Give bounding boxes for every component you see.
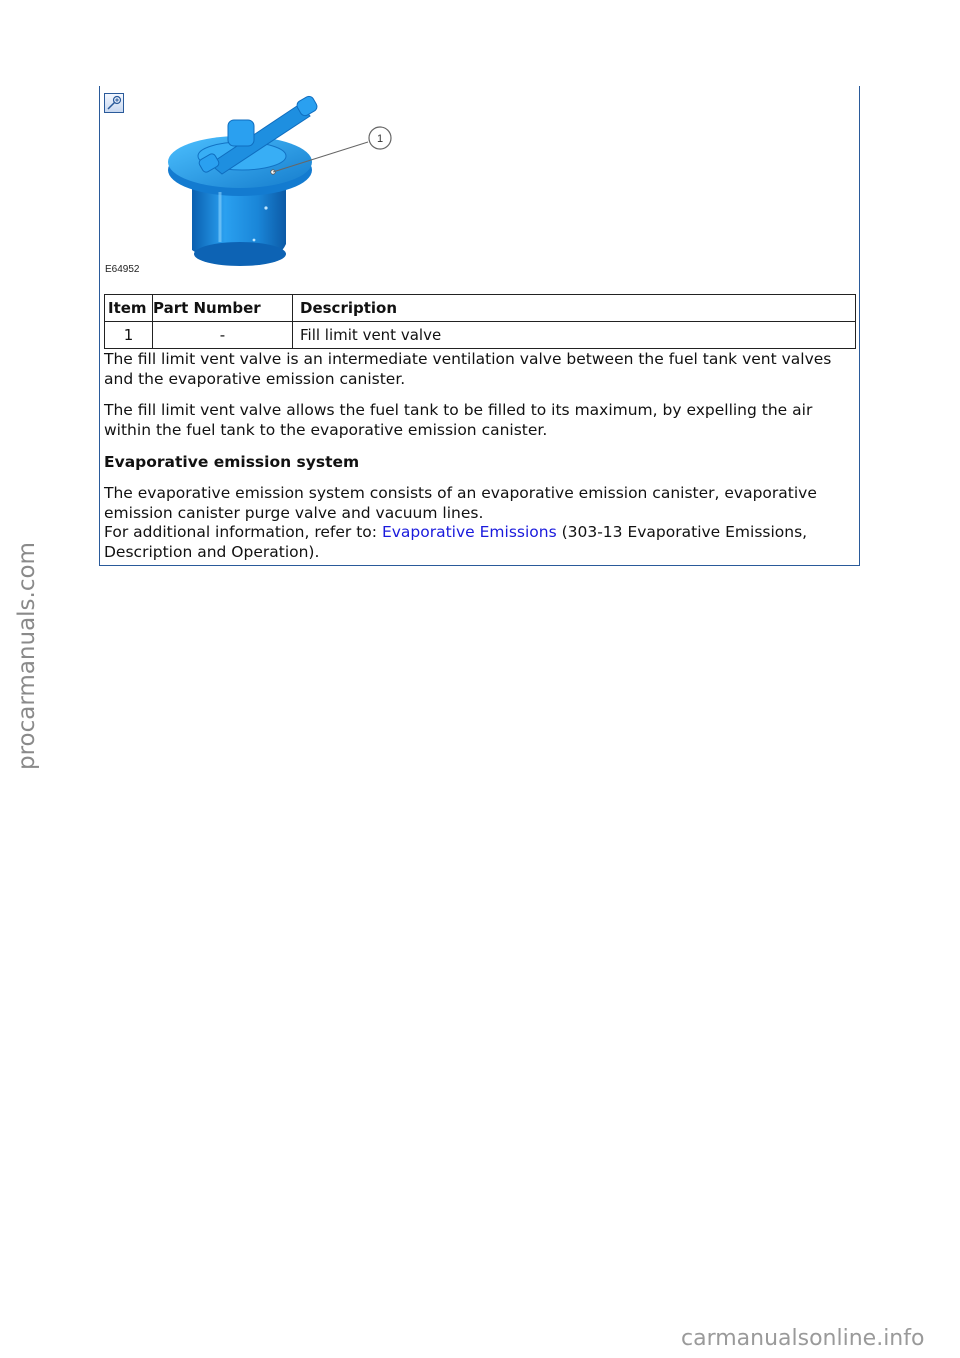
callout-number: 1 [376, 133, 384, 145]
bottom-watermark: carmanualsonline.info [681, 1326, 925, 1351]
evaporative-emissions-link[interactable]: Evaporative Emissions [381, 523, 557, 541]
paragraph-evap-system [104, 484, 856, 562]
table-header-row [105, 295, 856, 322]
zoom-icon[interactable] [104, 93, 124, 113]
cell-description: Fill limit vent valve [293, 322, 856, 349]
header-item: Item [105, 295, 153, 322]
evap-system-text: The evaporative emission system consists of an evaporative emission canister, evaporative emission canister purge valve and vacuum lines. [104, 484, 817, 522]
side-watermark: procarmanuals.com [14, 542, 40, 770]
parts-table [104, 294, 856, 349]
cell-part-number: - [153, 322, 293, 349]
section-heading: Evaporative emission system [104, 453, 360, 471]
header-part-number: Part Number [153, 295, 293, 322]
reference-prefix: For additional information, refer to: [104, 523, 382, 541]
table-row [105, 322, 856, 349]
paragraph-vent-valve-function: The fill limit vent valve is an intermediate ventilation valve between the fuel tank vent valves and the evaporative emission canister. [104, 350, 832, 388]
paragraph-vent-valve-fill: The fill limit vent valve allows the fuel tank to be filled to its maximum, by expelling the air within the fuel tank to the evaporative emission canister. [104, 401, 813, 439]
reference-suffix: (303-13 Evaporative Emissions, Description and Operation). [104, 523, 808, 561]
figure-code: E64952 [105, 264, 140, 275]
cell-item: 1 [105, 322, 153, 349]
fill-limit-vent-valve-illustration [160, 92, 410, 272]
header-description: Description [293, 295, 856, 322]
